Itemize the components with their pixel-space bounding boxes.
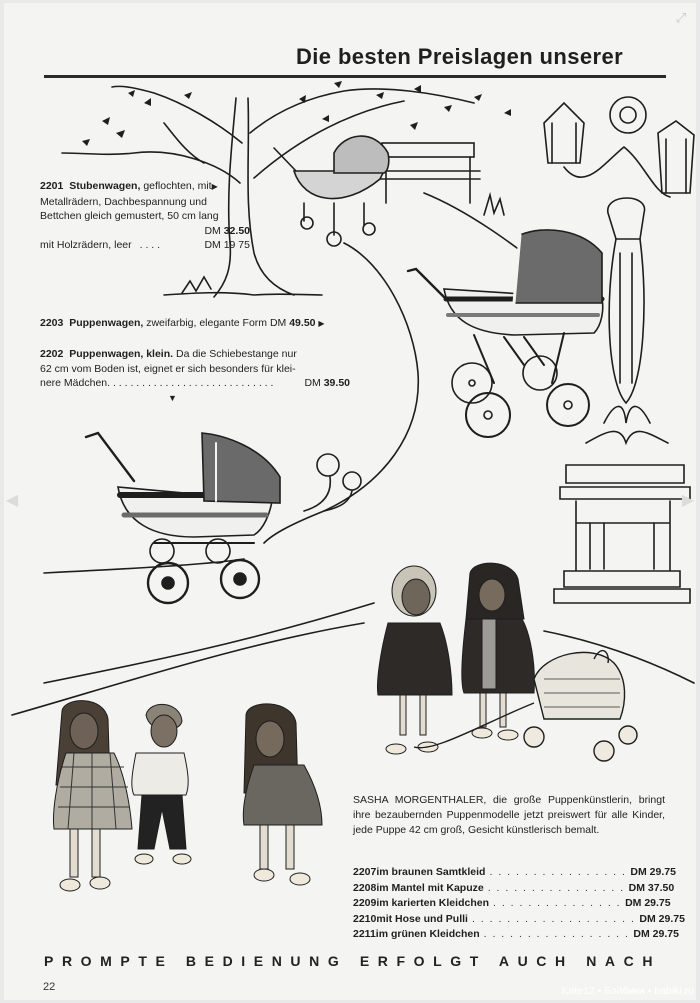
item-desc: zweifarbig, elegante Form bbox=[146, 317, 268, 329]
pram-2203-drawing bbox=[408, 230, 603, 437]
page-heading: Die besten Preislagen unserer bbox=[296, 44, 624, 69]
expand-icon[interactable]: ⤢ bbox=[675, 10, 687, 25]
doll-hood-coat bbox=[377, 566, 452, 754]
item-number: 2203 bbox=[40, 317, 64, 329]
doll-gruenen-kleidchen bbox=[243, 704, 322, 885]
item-alt-price: DM 19 75 bbox=[204, 239, 250, 252]
list-item: 2209 im karierten Kleidchen . . . . . . . . . . . . . . . DM 29.75 bbox=[353, 897, 671, 910]
dots: . . . . bbox=[139, 239, 161, 252]
pointer-triangle-icon: ▶ bbox=[211, 182, 218, 191]
item-number: 2202 bbox=[40, 348, 64, 360]
lamp-post-drawing bbox=[544, 97, 694, 603]
doll-mantel-kapuze bbox=[462, 563, 535, 740]
item-desc: 62 cm vom Boden ist, eignet er sich besonders für klei- bbox=[40, 362, 296, 375]
illustration bbox=[4, 3, 696, 1000]
item-name: Puppenwagen, bbox=[69, 317, 144, 329]
pointer-triangle-icon: ▶ bbox=[318, 319, 325, 328]
list-item: 2210 mit Hose und Pulli . . . . . . . . . . . . . . . . . . . DM 29.75 bbox=[353, 912, 685, 925]
doll-hose-pulli bbox=[132, 704, 191, 864]
grass-drawing bbox=[484, 195, 504, 215]
item-name: Puppenwagen, klein. bbox=[69, 348, 174, 360]
item-price-prefix: DM bbox=[304, 377, 321, 390]
catalog-page bbox=[4, 3, 696, 1000]
footer-slogan: PROMPTE BEDIENUNG ERFOLGT AUCH NACH bbox=[44, 953, 662, 969]
item-desc: Bettchen gleich gemustert, 50 cm lang bbox=[40, 210, 219, 223]
watermark-credit: Kate12 • Бэйбики • babiki.ru bbox=[561, 985, 694, 997]
doll-price-list bbox=[353, 865, 685, 943]
item-alt-label: mit Holzrädern, leer bbox=[40, 239, 132, 252]
item-alt-price-row bbox=[40, 238, 250, 253]
item-price-row bbox=[40, 376, 350, 391]
item-name: Stubenwagen, bbox=[69, 180, 141, 192]
item-price: 39.50 bbox=[323, 377, 350, 390]
item-desc: Metallrädern, Dachbespannung und bbox=[40, 195, 207, 208]
item-desc: nere Mädchen. . . . . . . . . . . . . . . . . . . . . . . . . . . . . bbox=[40, 377, 274, 390]
item-2201-text bbox=[40, 179, 250, 253]
flower-drawing bbox=[304, 454, 361, 511]
prev-page-arrow-icon[interactable]: ◀ bbox=[5, 492, 19, 509]
item-2202-text bbox=[40, 347, 350, 405]
list-item: 2211 im grünen Kleidchen . . . . . . . . . . . . . . . . . DM 29.75 bbox=[353, 928, 679, 941]
next-page-arrow-icon[interactable]: ▶ bbox=[681, 492, 695, 509]
item-desc: Da die Schiebestange nur bbox=[175, 348, 297, 360]
item-price: 49.50 bbox=[289, 317, 316, 329]
list-item: 2207 im braunen Samtkleid . . . . . . . . . . . . . . . . DM 29.75 bbox=[353, 866, 676, 878]
pointer-triangle-icon: ▼ bbox=[168, 392, 177, 403]
item-desc: geflochten, mit bbox=[143, 180, 212, 192]
item-price: DM 32.50 bbox=[204, 224, 250, 237]
item-price-prefix: DM bbox=[269, 317, 287, 329]
page-number: 22 bbox=[43, 981, 56, 993]
item-2203-text bbox=[40, 316, 325, 332]
doll-karierten-kleidchen bbox=[54, 701, 133, 891]
bassinet-drawing bbox=[274, 136, 389, 246]
item-number: 2201 bbox=[40, 180, 64, 192]
pram-2202-drawing bbox=[86, 433, 280, 603]
sasha-description: SASHA MORGENTHALER, die große Puppenkünstlerin, bringt ihre bezaubernden Puppenmodelle jetzt preiswert für alle Kinder, jede Puppe 42 cm groß, Gesicht künstlerisch bemalt. bbox=[353, 794, 665, 836]
bench-drawing bbox=[378, 143, 480, 203]
list-item: 2208 im Mantel mit Kapuze . . . . . . . . . . . . . . . . DM 37.50 bbox=[353, 881, 675, 894]
